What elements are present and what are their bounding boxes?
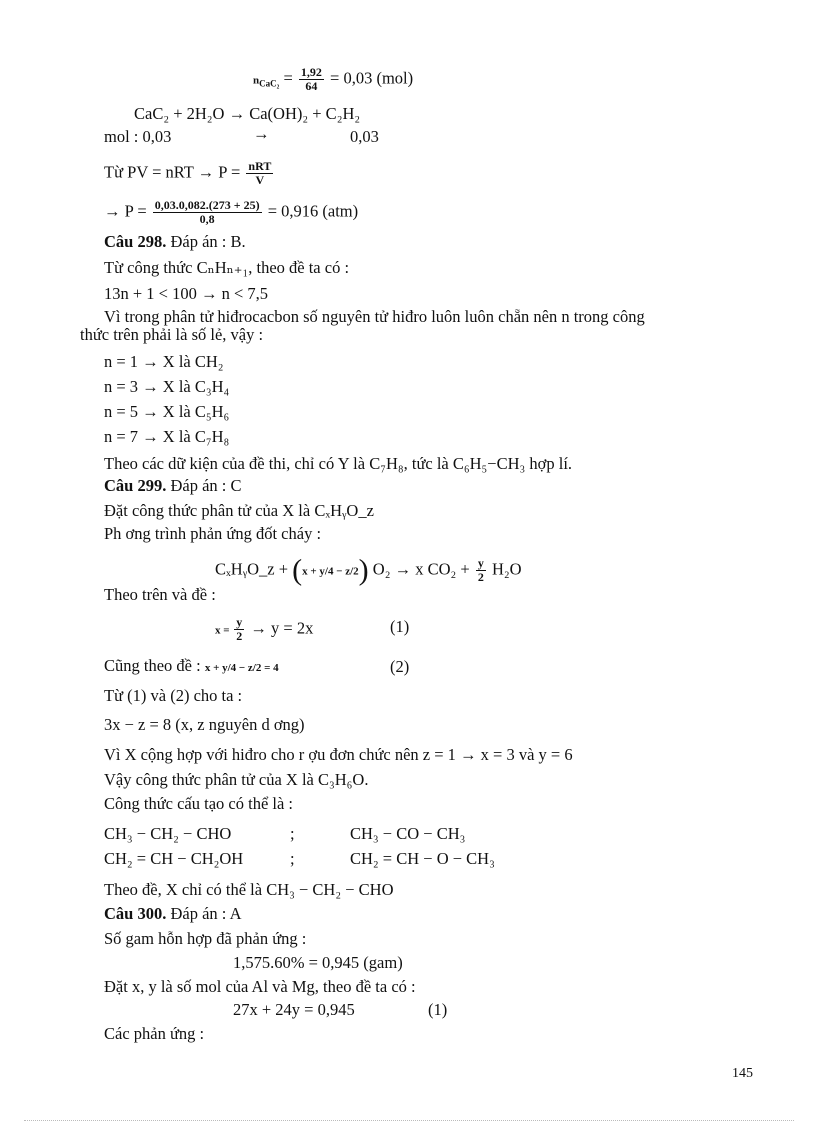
line-298-6: n = 3 → X là C₃H₄ xyxy=(104,377,230,396)
line-298-4: thức trên phải là số lẻ, vậy : xyxy=(80,325,264,344)
structure-1b: CH₃ − CO − CH₃ xyxy=(350,824,466,843)
line-300-4: Các phản ứng : xyxy=(104,1024,205,1043)
line-299-combustion: CₓHᵧO_z + (x + y/4 − z/2) O₂ → x CO₂ + $\frac{y}{2}$ H₂O xyxy=(215,553,522,587)
line-299-1: Đặt công thức phân tử của X là CₓHᵧO_z xyxy=(104,501,374,520)
line-299-8: Công thức cấu tạo có thể là : xyxy=(104,794,294,813)
line-p-value: → P = $\frac{0,03.0,082.(273 + 25)}{0,8}$ = 0,916 (atm) xyxy=(104,198,359,226)
structure-1a: CH₃ − CH₂ − CHO xyxy=(104,824,232,843)
line-mol-arrow: → xyxy=(253,124,270,143)
line-298-7: n = 5 → X là C₅H₆ xyxy=(104,402,230,421)
line-300-eq1: 27x + 24y = 0,945 xyxy=(233,1000,355,1019)
line-299-7: Vậy công thức phân tử của X là C₃H₆O. xyxy=(104,770,369,789)
line-300-3: Đặt x, y là số mol của Al và Mg, theo đề ta có : xyxy=(104,977,416,996)
question-299-heading: Câu 299. Đáp án : C xyxy=(104,476,242,495)
question-298-heading: Câu 298. Đáp án : B. xyxy=(104,232,246,251)
line-298-5: n = 1 → X là CH₂ xyxy=(104,352,224,371)
line-298-9: Theo các dữ kiện của đề thi, chỉ có Y là C₇H₈, tức là C₆H₅−CH₃ hợp lí. xyxy=(104,454,573,473)
line-reaction: CaC₂ + 2H₂O → Ca(OH)₂ + C₂H₂ xyxy=(134,104,361,123)
line-299-5: 3x − z = 8 (x, z nguyên d ơng) xyxy=(104,715,305,734)
footer-divider xyxy=(24,1120,794,1121)
line-299-2: Ph ơng trình phản ứng đốt cháy : xyxy=(104,524,322,543)
line-299-conclusion: Theo đề, X chỉ có thể là CH₃ − CH₂ − CHO xyxy=(104,880,394,899)
line-mol-a: mol : 0,03 xyxy=(104,127,172,146)
question-300-heading: Câu 300. Đáp án : A xyxy=(104,904,242,923)
page-number: 145 xyxy=(732,1066,753,1081)
line-299-eq1-tag: (1) xyxy=(390,617,410,636)
line-298-1: Từ công thức CₙHₙ₊₁, theo đề ta có : xyxy=(104,258,350,277)
line-299-eq2: Cũng theo đề : x + y/4 − z/2 = 4 xyxy=(104,656,279,675)
line-pv: Từ PV = nRT → P = $\frac{\text{nRT}}{V}$ xyxy=(104,159,272,187)
line-300-2: 1,575.60% = 0,945 (gam) xyxy=(233,953,403,972)
line-298-8: n = 7 → X là C₇H₈ xyxy=(104,427,230,446)
line-298-2: 13n + 1 < 100 → n < 7,5 xyxy=(104,284,269,303)
structure-2a: CH₂ = CH − CH₂OH xyxy=(104,849,244,868)
line-299-4: Từ (1) và (2) cho ta : xyxy=(104,686,243,705)
line-298-3: Vì trong phân tử hiđrocacbon số nguyên tử hiđro luôn luôn chẵn nên n trong công xyxy=(104,307,645,326)
line-299-eq1: x = $\frac{y}{2}$ → y = 2x xyxy=(215,615,314,643)
line-299-3: Theo trên và đề : xyxy=(104,585,216,604)
structure-2-sep: ; xyxy=(290,849,295,868)
structure-1-sep: ; xyxy=(290,824,295,843)
structure-2b: CH₂ = CH − O − CH₃ xyxy=(350,849,495,868)
line-mol-c: 0,03 xyxy=(350,127,379,146)
line-300-1: Số gam hỗn hợp đã phản ứng : xyxy=(104,929,307,948)
line-299-6: Vì X cộng hợp với hiđro cho r ợu đơn chức nên z = 1 → x = 3 và y = 6 xyxy=(104,745,573,764)
line-299-eq2-tag: (2) xyxy=(390,657,410,676)
line-300-eq1-tag: (1) xyxy=(428,1000,448,1019)
line-mol-cac2: $n_{CaC_2}$ = $\frac{1,92}{64}$ = 0,03 (mol) xyxy=(253,65,414,93)
